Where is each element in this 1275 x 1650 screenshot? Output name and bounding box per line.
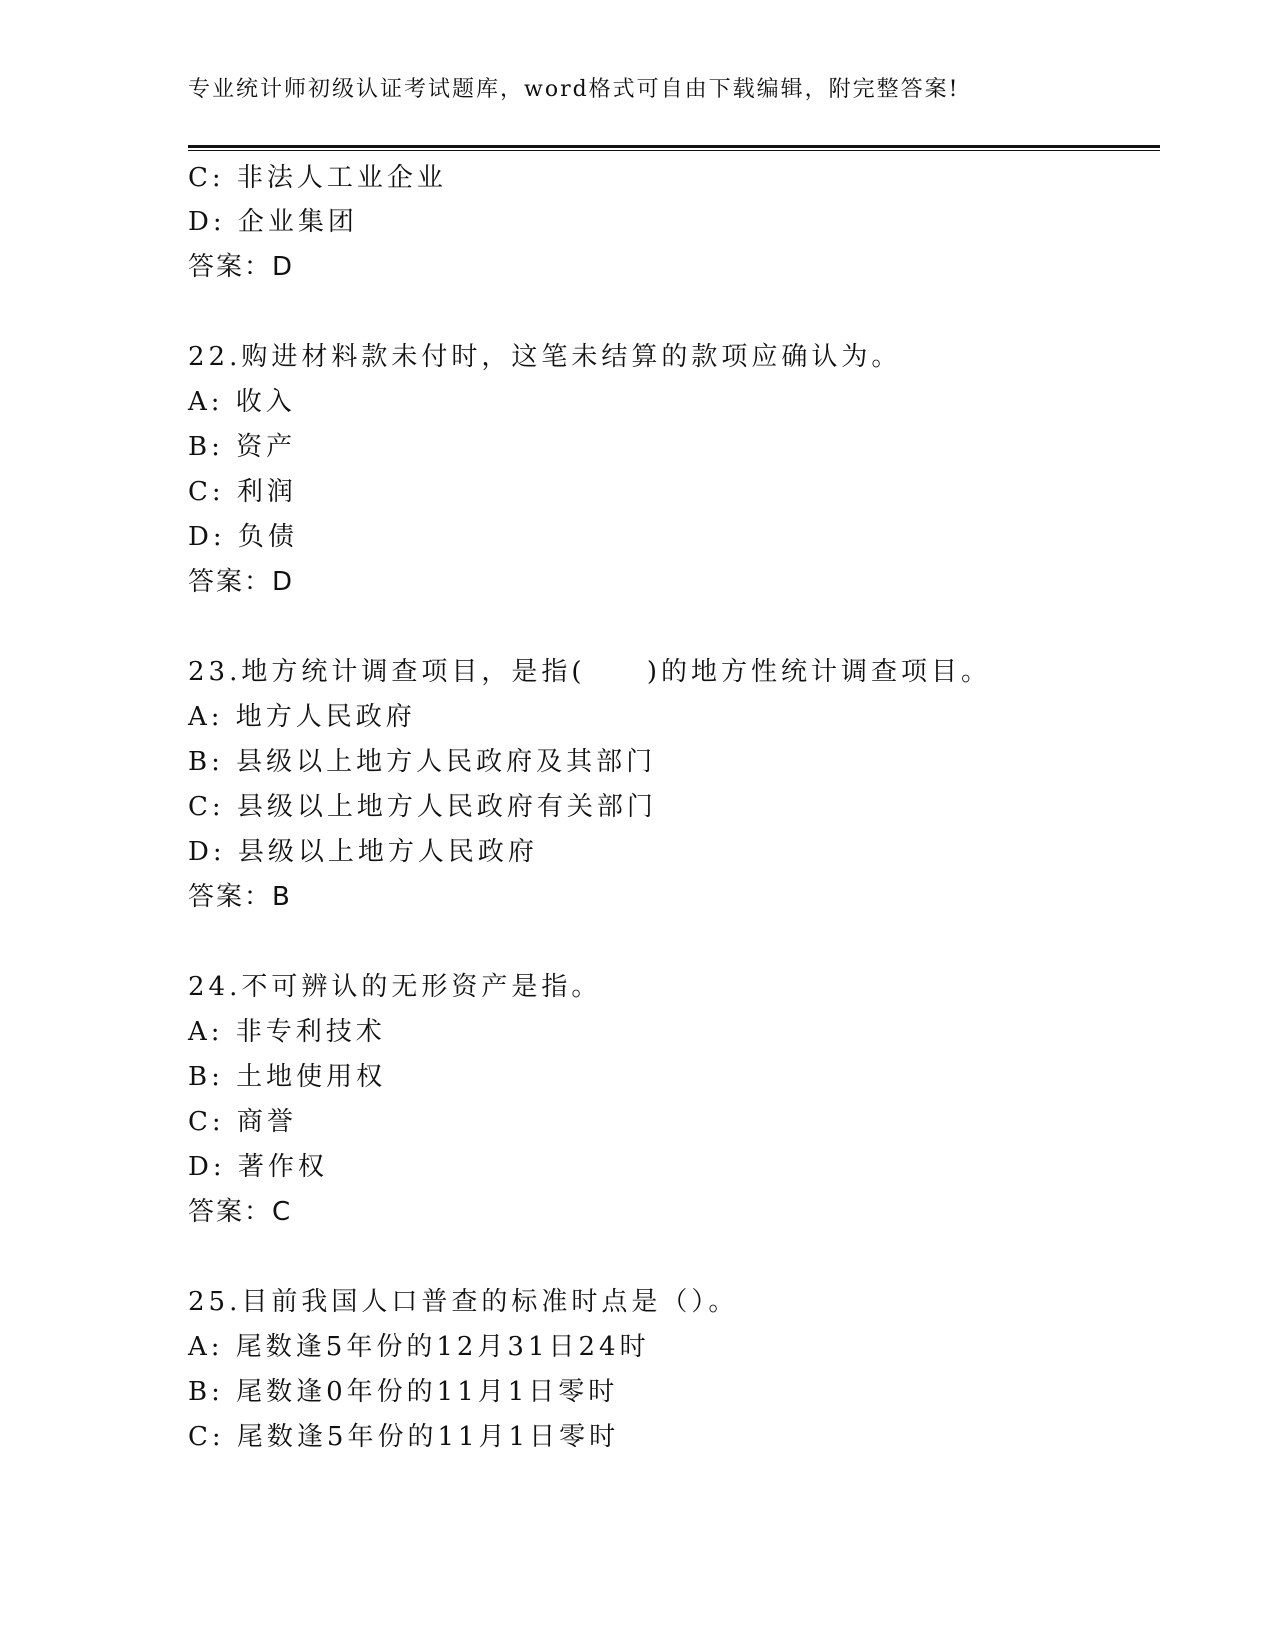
option-line: C: 尾数逢5年份的11月1日零时 [188, 1422, 620, 1452]
option-line: B: 县级以上地方人民政府及其部门 [188, 747, 657, 777]
answer-line: 答案：D [188, 252, 295, 282]
option-line: A: 地方人民政府 [188, 702, 416, 732]
question-line: 24.不可辨认的无形资产是指。 [188, 972, 602, 1002]
question-line: 25.目前我国人口普查的标准时点是（）。 [188, 1287, 739, 1317]
option-line: A: 尾数逢5年份的12月31日24时 [188, 1332, 650, 1362]
option-line: A: 收入 [188, 387, 296, 417]
option-line: B: 资产 [188, 432, 297, 462]
option-line: C: 县级以上地方人民政府有关部门 [188, 792, 657, 822]
option-line: D: 县级以上地方人民政府 [188, 837, 538, 867]
option-line: D: 负债 [188, 522, 298, 552]
option-line: B: 土地使用权 [188, 1062, 387, 1092]
option-line: C: 非法人工业企业 [188, 163, 447, 193]
question-line: 22.购进材料款未付时，这笔未结算的款项应确认为。 [188, 342, 902, 372]
option-line: C: 商誉 [188, 1107, 297, 1137]
option-line: C: 利润 [188, 477, 297, 507]
header-rule [188, 145, 1160, 151]
answer-line: 答案：C [188, 1197, 293, 1227]
answer-line: 答案：D [188, 567, 295, 597]
page-header: 专业统计师初级认证考试题库，word格式可自由下载编辑，附完整答案! [188, 77, 960, 102]
option-line: D: 企业集团 [188, 207, 358, 237]
answer-line: 答案：B [188, 882, 292, 912]
option-line: A: 非专利技术 [188, 1017, 386, 1047]
question-line: 23.地方统计调查项目，是指( )的地方性统计调查项目。 [188, 657, 991, 687]
option-line: D: 著作权 [188, 1152, 328, 1182]
option-line: B: 尾数逢0年份的11月1日零时 [188, 1377, 619, 1407]
